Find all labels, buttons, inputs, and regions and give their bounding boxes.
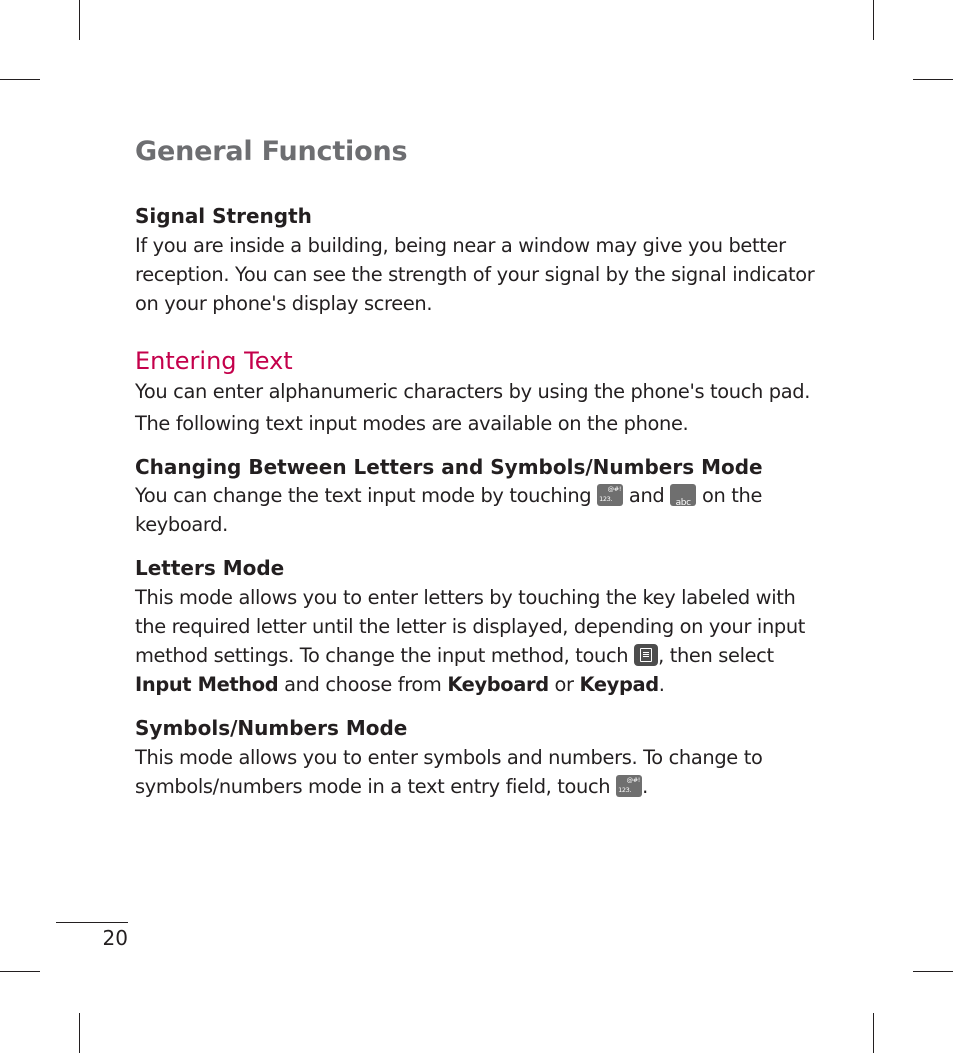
- crop-mark: [79, 1013, 80, 1053]
- changing-text-after: on the keyboard.: [135, 484, 763, 536]
- crop-mark: [0, 79, 40, 80]
- symbols-key-icon: [597, 484, 623, 506]
- crop-mark: [0, 971, 40, 972]
- page-number-rule: [56, 922, 128, 923]
- signal-strength-body: If you are inside a building, being near a window may give you better reception. You can see the strength of your signal by the signal indicator on your phone's display screen.: [135, 234, 815, 315]
- letters-end: .: [658, 673, 665, 696]
- changing-text-before: You can change the text input mode by touching: [135, 484, 592, 507]
- crop-mark: [79, 0, 80, 40]
- abc-key-label: abc: [675, 498, 691, 508]
- crop-mark: [873, 0, 874, 40]
- abc-key-icon: [670, 484, 696, 506]
- crop-mark: [913, 79, 953, 80]
- letters-text1: This mode allows you to enter letters by touching the key labeled with the required letter until the letter is displayed, depending on your input method settings. To change the input method, touch: [135, 586, 806, 667]
- letters-text3: and choose from: [284, 673, 442, 696]
- signal-strength-heading: Signal Strength: [135, 204, 312, 228]
- input-method-term: Input Method: [135, 673, 279, 696]
- symbols-key-top-label: 123.: [599, 495, 613, 503]
- symbols-key-top-label: 123.: [618, 786, 632, 794]
- changing-modes-body: [135, 481, 815, 539]
- symbols-mode-heading: Symbols/Numbers Mode: [135, 716, 408, 740]
- symbols-text1: This mode allows you to enter symbols and numbers. To change to symbols/numbers mode in a text entry field, touch: [135, 746, 763, 798]
- letters-mode-heading: Letters Mode: [135, 556, 285, 580]
- chapter-title: General Functions: [135, 136, 408, 167]
- crop-mark: [913, 971, 953, 972]
- crop-mark: [873, 1013, 874, 1053]
- letters-or: or: [554, 673, 574, 696]
- changing-modes-heading: Changing Between Letters and Symbols/Numbers Mode: [135, 455, 763, 479]
- entering-text-line2: The following text input modes are available on the phone.: [135, 412, 689, 435]
- symbols-key-bottom-label: @#!: [626, 776, 641, 784]
- entering-text-heading: Entering Text: [135, 347, 293, 375]
- entering-text-line1: You can enter alphanumeric characters by using the phone's touch pad.: [135, 380, 811, 403]
- menu-key-icon: [634, 644, 658, 666]
- letters-text2: , then select: [658, 644, 774, 667]
- keyboard-term: Keyboard: [447, 673, 549, 696]
- keypad-term: Keypad: [579, 673, 659, 696]
- symbols-key-icon: [616, 775, 642, 797]
- changing-text-and: and: [628, 484, 665, 507]
- page-number: 20: [102, 926, 128, 950]
- letters-mode-body: [135, 583, 815, 699]
- page-content: [135, 136, 815, 801]
- symbols-end: .: [642, 775, 648, 798]
- symbols-key-bottom-label: @#!: [607, 485, 622, 493]
- symbols-mode-body: [135, 743, 815, 801]
